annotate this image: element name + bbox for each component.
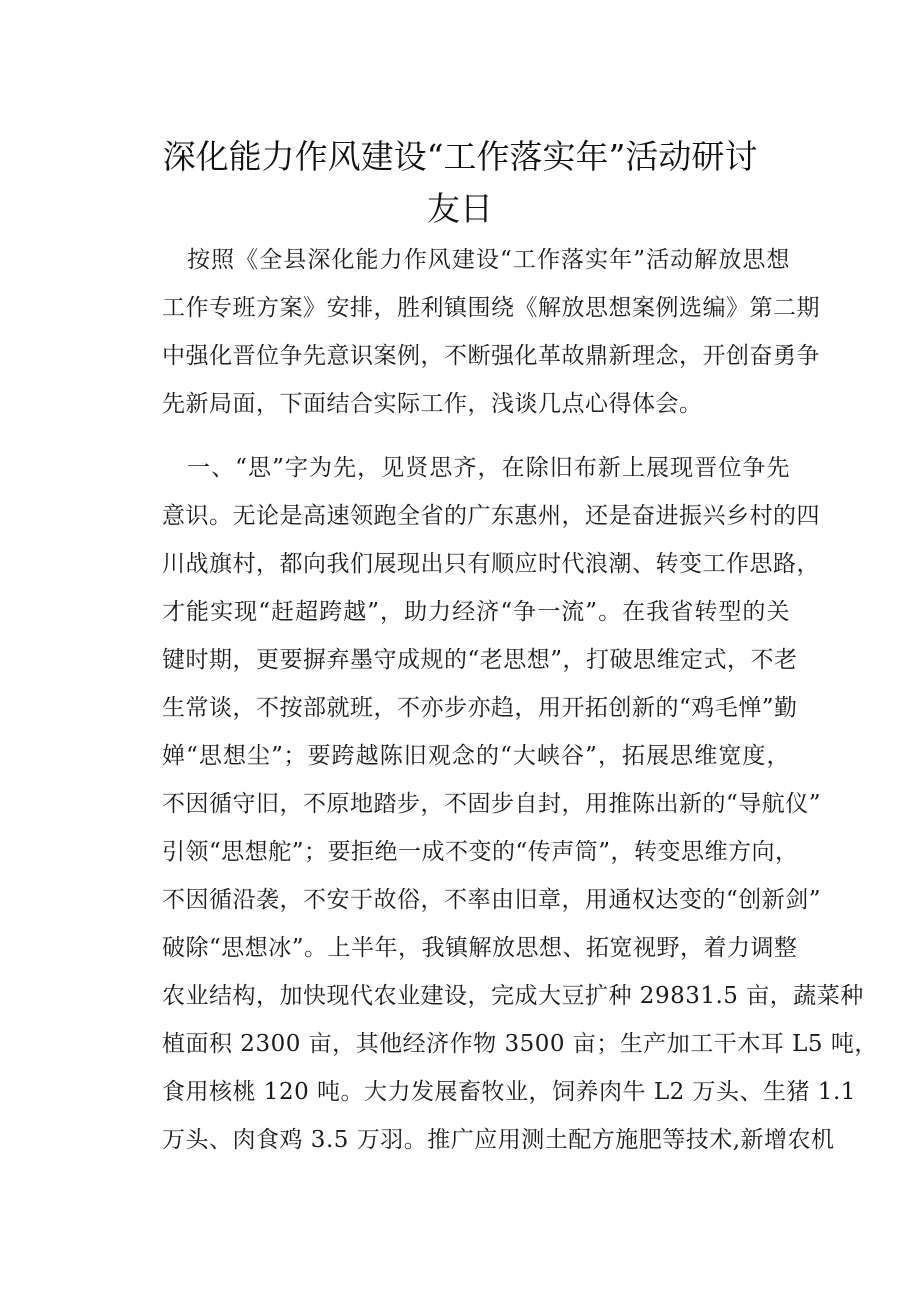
paragraph-line: 先新局面，下面结合实际工作，浅谈几点心得体会。 (162, 391, 703, 417)
paragraph-line: 中强化晋位争先意识案例，不断强化革故鼎新理念，开创奋勇争 (162, 343, 820, 369)
paragraph-line: 工作专班方案》安排，胜利镇围绕《解放思想案例选编》第二期 (162, 295, 820, 321)
paragraph-line: 川战旗村，都向我们展现出只有顺应时代浪潮、转变工作思路， (162, 551, 820, 577)
paragraph-line: 破除“思想冰”。上半年，我镇解放思想、拓宽视野，着力调整 (162, 935, 798, 961)
document-title-line-1: 深化能力作风建设“工作落实年”活动研讨 (162, 137, 758, 176)
document-title-line-2: 友日 (427, 189, 493, 228)
paragraph-line: 婵“思想尘”；要跨越陈旧观念的“大峡谷”，拓展思维宽度， (162, 743, 790, 769)
paragraph-line: 不因循沿袭，不安于故俗，不率由旧章，用通权达变的“创新剑” (162, 887, 822, 913)
paragraph-line: 一、“思”字为先，见贤思齐，在除旧布新上展现晋位争先 (187, 455, 790, 481)
paragraph-line: 不因循守旧，不原地踏步，不固步自封，用推陈出新的“导航仪” (162, 791, 822, 817)
paragraph-line: 键时期，更要摒弃墨守成规的“老思想”，打破思维定式，不老 (162, 647, 798, 673)
paragraph-line: 生常谈，不按部就班，不亦步亦趋，用开拓创新的“鸡毛惮”勤 (162, 695, 798, 721)
paragraph-line: 按照《全县深化能力作风建设“工作落实年”活动解放思想 (187, 247, 790, 273)
paragraph-line: 才能实现“赶超跨越”，助力经济“争一流”。在我省转型的关 (162, 599, 790, 625)
paragraph-line: 万头、肉食鸡 3.5 万羽。推广应用测土配方施肥等技术,新增农机 (162, 1127, 835, 1153)
paragraph-line: 农业结构，加快现代农业建设，完成大豆扩种 29831.5 亩，蔬菜种 (162, 983, 864, 1009)
paragraph-line: 引领“思想舵”；要拒绝一成不变的“传声筒”，转变思维方向， (162, 839, 799, 865)
paragraph-line: 植面积 2300 亩，其他经济作物 3500 亩；生产加工干木耳 L5 吨， (162, 1031, 878, 1057)
paragraph-line: 食用核桃 120 吨。大力发展畜牧业，饲养肉牛 L2 万头、生猪 1.1 (162, 1079, 856, 1105)
paragraph-line: 意识。无论是高速领跑全省的广东惠州，还是奋进振兴乡村的四 (162, 503, 820, 529)
